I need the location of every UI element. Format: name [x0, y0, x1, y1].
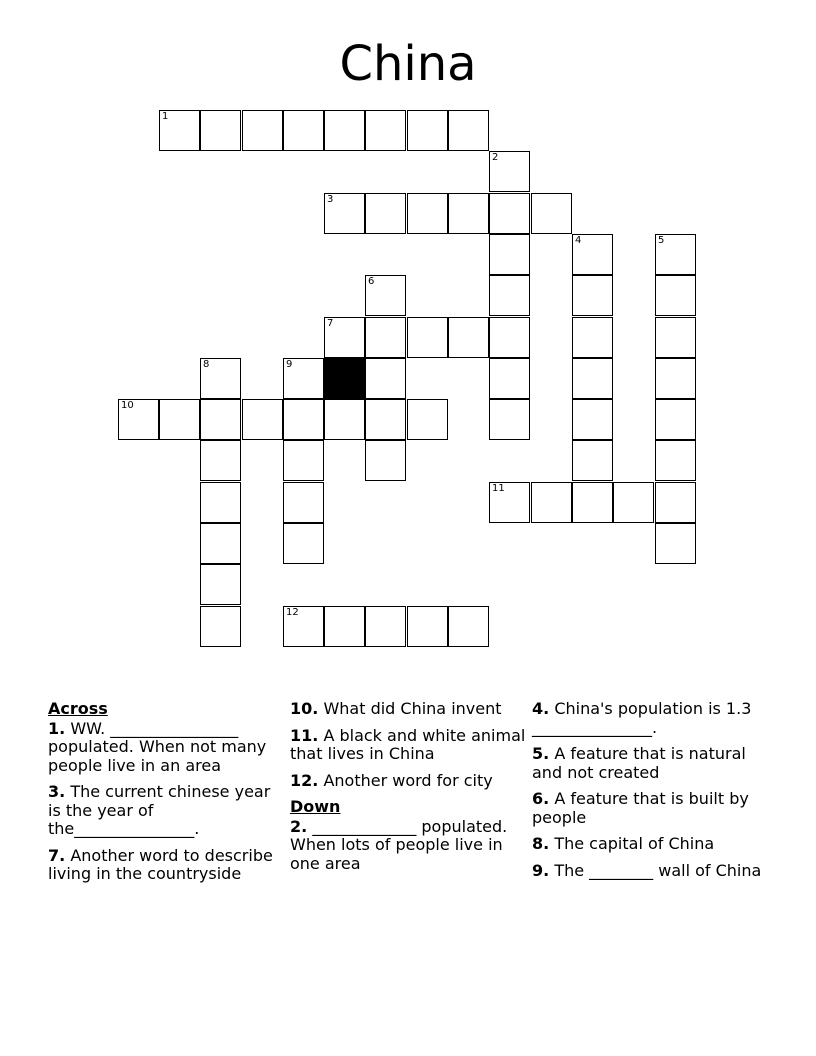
grid-cell[interactable] — [407, 399, 448, 440]
clue-across-10 — [290, 700, 530, 719]
clue-text: A feature that is built by people — [532, 789, 749, 827]
grid-cell[interactable] — [407, 193, 448, 234]
grid-cell[interactable] — [200, 110, 241, 151]
grid-cell[interactable] — [200, 482, 241, 523]
grid-cell[interactable] — [448, 193, 489, 234]
cell-number: 10 — [121, 400, 134, 411]
clue-number: 3. — [48, 782, 66, 801]
grid-cell[interactable] — [407, 110, 448, 151]
black-square — [324, 358, 365, 399]
clue-number: 8. — [532, 834, 550, 853]
grid-cell[interactable] — [200, 606, 241, 647]
clue-across-12 — [290, 772, 530, 791]
clue-across-11 — [290, 727, 530, 764]
grid-cell[interactable] — [283, 606, 324, 647]
clues-section — [0, 700, 816, 1000]
grid-cell[interactable] — [200, 358, 241, 399]
grid-cell[interactable] — [365, 275, 406, 316]
grid-cell[interactable] — [572, 234, 613, 275]
grid-cell[interactable] — [655, 399, 696, 440]
grid-cell[interactable] — [283, 440, 324, 481]
grid-cell[interactable] — [365, 110, 406, 151]
clue-text: Another word to describe living in the countryside — [48, 845, 273, 883]
grid-cell[interactable] — [283, 523, 324, 564]
grid-cell[interactable] — [655, 358, 696, 399]
grid-cell[interactable] — [159, 110, 200, 151]
clue-text: Another word for city — [323, 770, 493, 790]
grid-cell[interactable] — [159, 399, 200, 440]
grid-cell[interactable] — [572, 317, 613, 358]
clue-down-9 — [532, 862, 772, 881]
puzzle-title: China — [339, 36, 477, 92]
cell-number: 9 — [286, 359, 293, 370]
clue-text: A feature that is natural and not created — [532, 744, 746, 782]
cell-number: 5 — [658, 235, 665, 246]
down-heading: Down — [290, 797, 341, 816]
clue-down-4 — [532, 700, 772, 737]
cell-number: 2 — [492, 152, 499, 163]
grid-cell[interactable] — [655, 317, 696, 358]
clue-number: 10. — [290, 699, 319, 718]
grid-cell[interactable] — [324, 606, 365, 647]
clue-across-7 — [48, 847, 288, 884]
grid-cell[interactable] — [531, 482, 572, 523]
clue-number: 5. — [532, 744, 550, 763]
clue-text: A black and white animal that lives in China — [290, 725, 526, 763]
grid-cell[interactable] — [365, 317, 406, 358]
grid-cell[interactable] — [489, 193, 530, 234]
cell-number: 3 — [327, 194, 334, 205]
grid-cell[interactable] — [283, 358, 324, 399]
grid-cell[interactable] — [655, 440, 696, 481]
grid-cell[interactable] — [365, 358, 406, 399]
clue-down-8 — [532, 835, 772, 854]
grid-cell[interactable] — [365, 193, 406, 234]
grid-cell[interactable] — [200, 523, 241, 564]
grid-cell[interactable] — [118, 399, 159, 440]
grid-cell[interactable] — [448, 110, 489, 151]
grid-cell[interactable] — [572, 275, 613, 316]
grid-cell[interactable] — [448, 606, 489, 647]
clue-number: 11. — [290, 725, 319, 745]
grid-cell[interactable] — [365, 606, 406, 647]
grid-cell[interactable] — [489, 151, 530, 192]
clue-across-1 — [48, 720, 288, 776]
grid-cell[interactable] — [489, 234, 530, 275]
grid-cell[interactable] — [489, 399, 530, 440]
grid-cell[interactable] — [200, 399, 241, 440]
grid-cell[interactable] — [365, 440, 406, 481]
grid-cell[interactable] — [242, 110, 283, 151]
clue-number: 4. — [532, 699, 550, 718]
clue-across-3 — [48, 783, 288, 839]
grid-cell[interactable] — [283, 399, 324, 440]
grid-cell[interactable] — [407, 606, 448, 647]
clue-down-5 — [532, 745, 772, 782]
grid-cell[interactable] — [283, 482, 324, 523]
clue-text: What did China invent — [323, 699, 502, 718]
grid-cell[interactable] — [324, 317, 365, 358]
clue-number: 7. — [48, 845, 66, 865]
cell-number: 4 — [575, 235, 582, 246]
clues-column-2 — [290, 700, 530, 881]
clue-text: WW. ________________ populated. When not many people live in an area — [48, 718, 267, 775]
clue-number: 2. — [290, 816, 308, 836]
grid-cell[interactable] — [200, 564, 241, 605]
clue-text: _____________ populated. When lots of people live in one area — [290, 816, 508, 873]
clue-text: China's population is 1.3 _______________. — [532, 699, 752, 737]
clue-number: 9. — [532, 860, 550, 880]
cell-number: 1 — [162, 111, 169, 122]
cell-number: 8 — [203, 359, 210, 370]
grid-cell[interactable] — [613, 482, 654, 523]
grid-cell[interactable] — [283, 110, 324, 151]
grid-cell[interactable] — [324, 110, 365, 151]
grid-cell[interactable] — [489, 482, 530, 523]
grid-cell[interactable] — [572, 399, 613, 440]
across-heading: Across — [48, 699, 108, 718]
grid-cell[interactable] — [655, 234, 696, 275]
grid-cell[interactable] — [655, 482, 696, 523]
cell-number: 6 — [368, 276, 375, 287]
grid-cell[interactable] — [489, 317, 530, 358]
grid-cell[interactable] — [324, 193, 365, 234]
grid-cell[interactable] — [572, 358, 613, 399]
clue-number: 1. — [48, 718, 66, 738]
grid-cell[interactable] — [365, 399, 406, 440]
clue-text: The current chinese year is the year of the_______________. — [48, 782, 271, 838]
clue-down-2 — [290, 818, 530, 874]
clue-text: The ________ wall of China — [554, 860, 762, 880]
grid-cell[interactable] — [489, 275, 530, 316]
clue-down-6 — [532, 790, 772, 827]
cell-number: 11 — [492, 483, 505, 494]
grid-cell[interactable] — [572, 440, 613, 481]
cell-number: 7 — [327, 318, 334, 329]
grid-cell[interactable] — [489, 358, 530, 399]
grid-cell[interactable] — [242, 399, 283, 440]
clue-number: 6. — [532, 789, 550, 808]
clue-number: 12. — [290, 770, 319, 790]
grid-cell[interactable] — [655, 523, 696, 564]
grid-cell[interactable] — [572, 482, 613, 523]
clue-text: The capital of China — [554, 834, 715, 853]
grid-cell[interactable] — [200, 440, 241, 481]
grid-cell[interactable] — [448, 317, 489, 358]
cell-number: 12 — [286, 607, 299, 618]
clues-column-1 — [48, 700, 288, 892]
grid-cell[interactable] — [324, 399, 365, 440]
clues-column-3 — [532, 700, 772, 888]
grid-cell[interactable] — [407, 317, 448, 358]
grid-cell[interactable] — [531, 193, 572, 234]
grid-cell[interactable] — [655, 275, 696, 316]
